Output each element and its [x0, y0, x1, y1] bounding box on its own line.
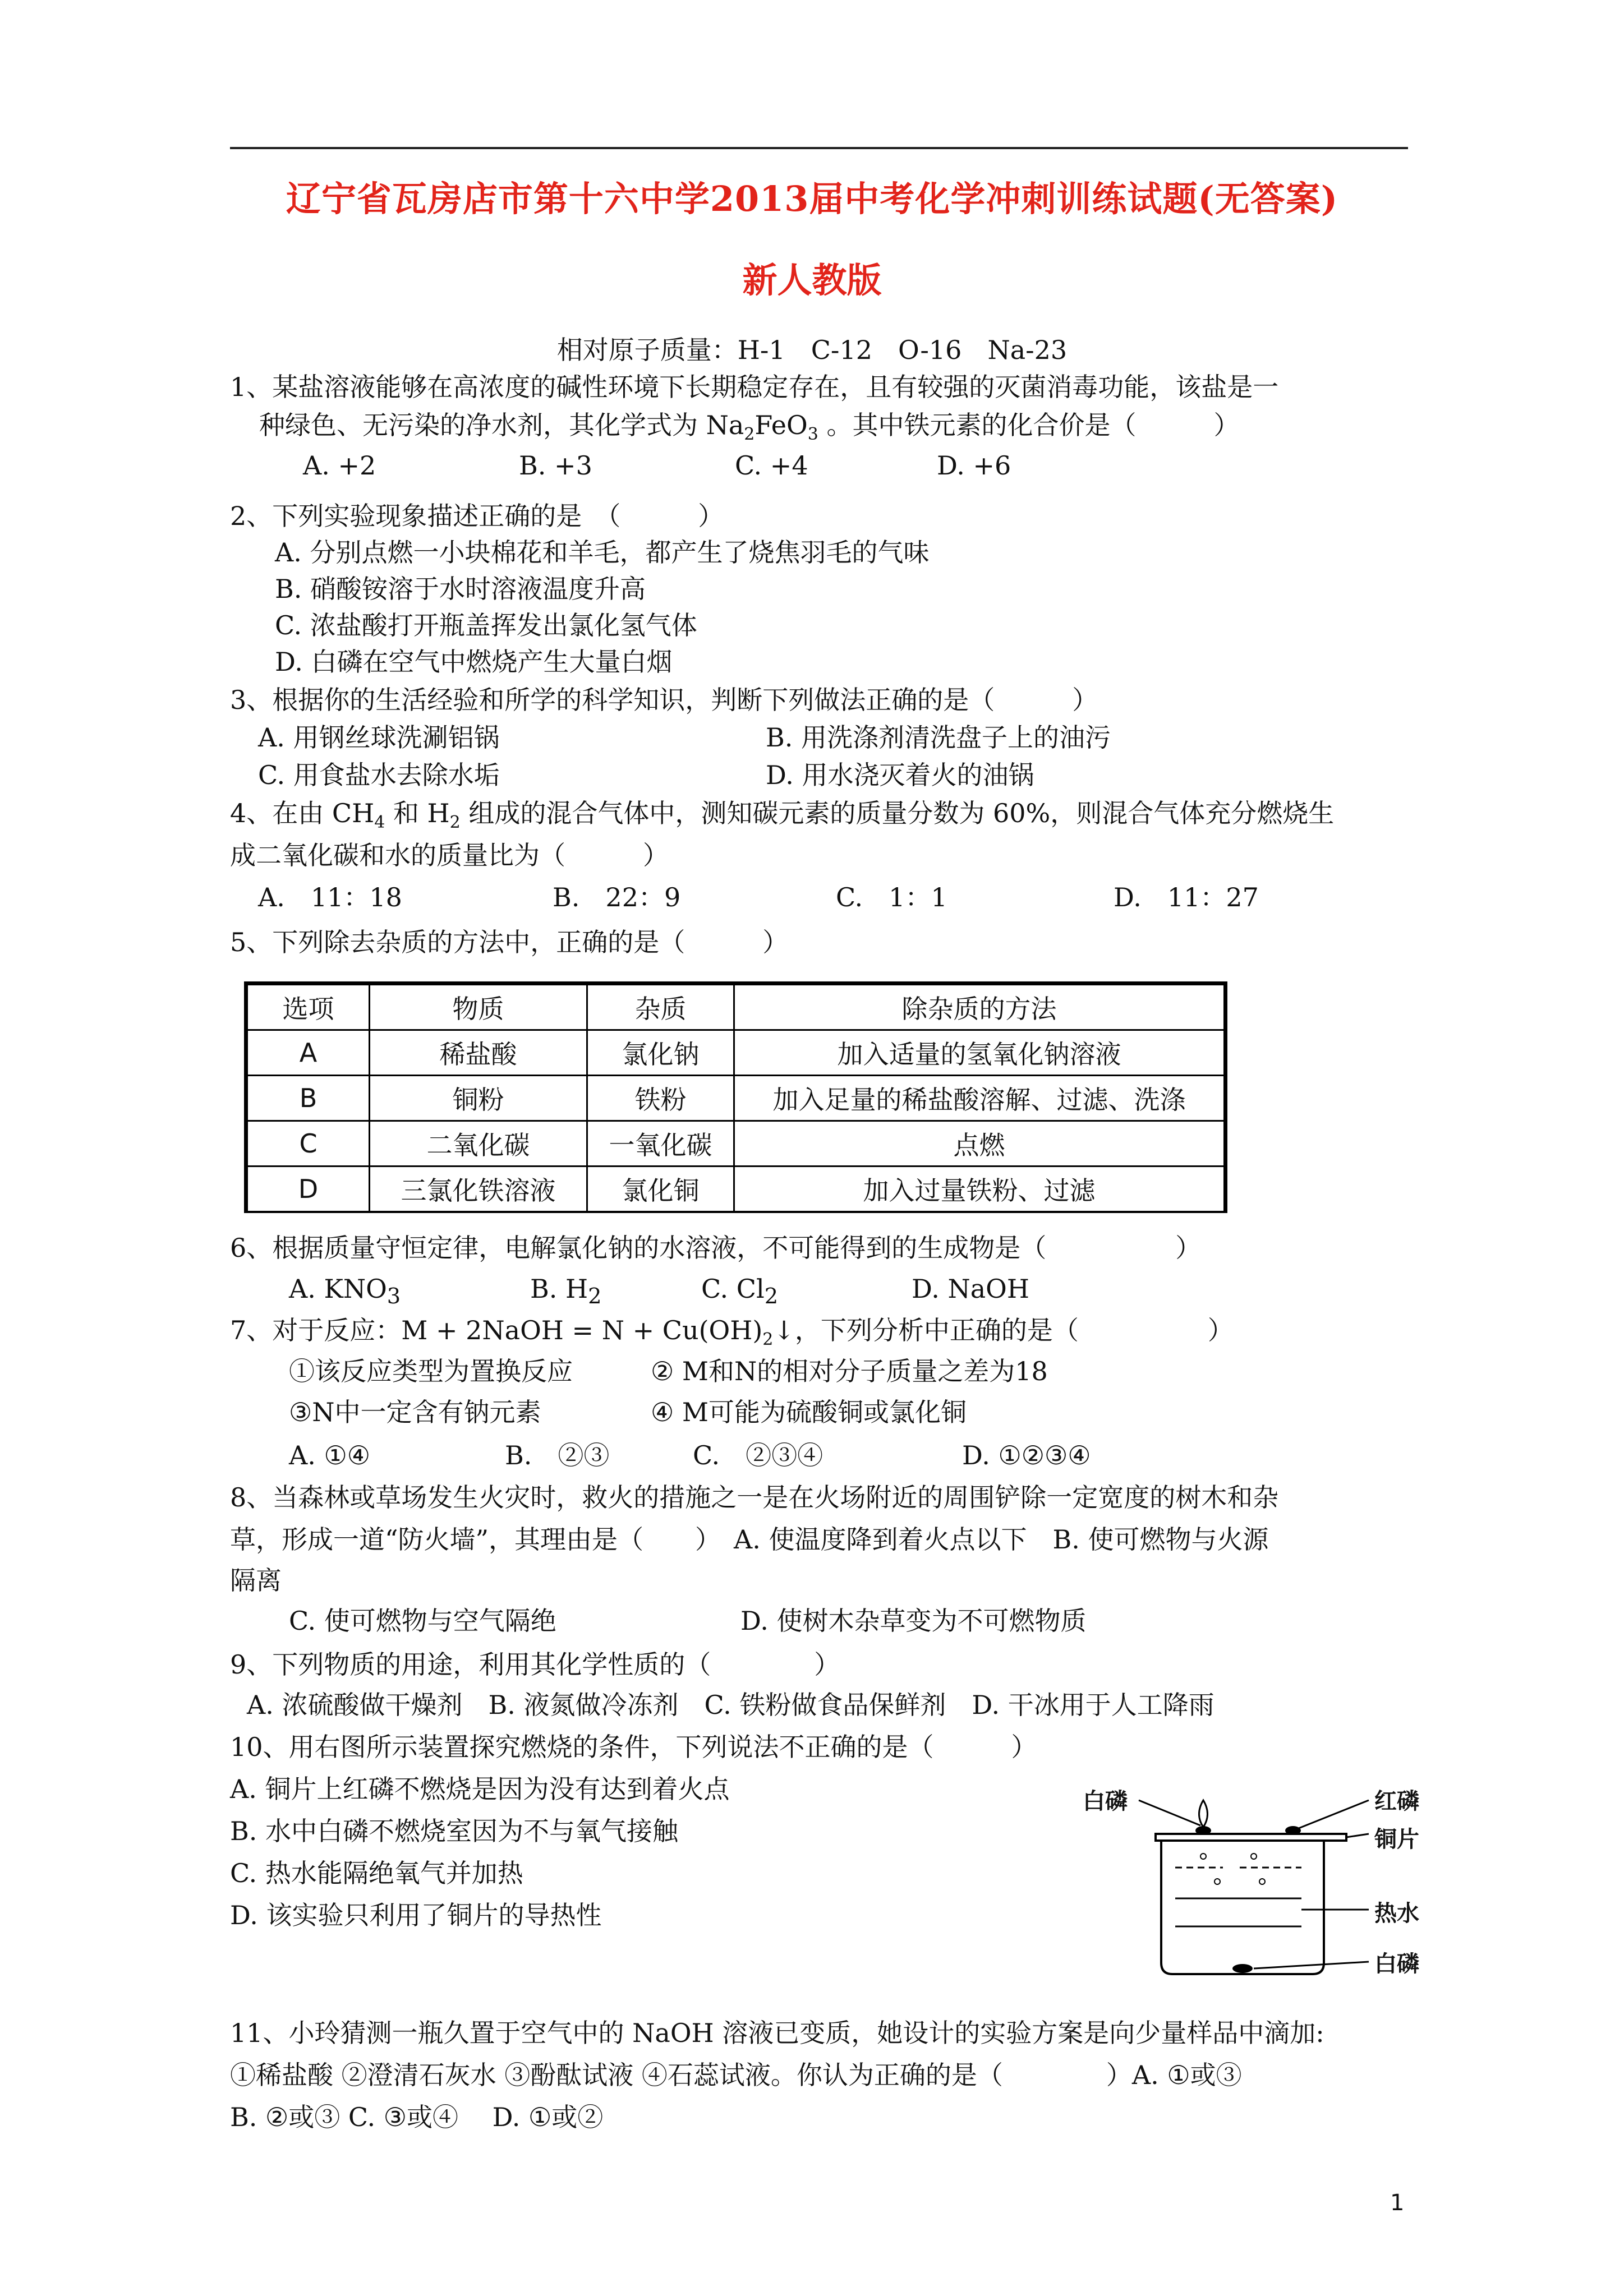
q7-statement-1: ①该反应类型为置换反应 [289, 1356, 573, 1386]
table-header-cell: 杂质 [587, 985, 734, 1030]
q10-option-d: D. 该实验只利用了铜片的导热性 [230, 1900, 602, 1930]
table-row [247, 1121, 1225, 1167]
q8-line3: 隔离 [230, 1565, 282, 1596]
page-number: 1 [1390, 2190, 1405, 2216]
q8-line1: 8、当森林或草场发生火灾时，救火的措施之一是在火场附近的周围铲除一定宽度的树木和杂 [230, 1482, 1279, 1513]
q11-line2: ①稀盐酸 ②澄清石灰水 ③酚酞试液 ④石蕊试液。你认为正确的是（ ）A. ①或③ [230, 2060, 1242, 2090]
q2-option-b: B. 硝酸铵溶于水时溶液温度升高 [275, 574, 646, 604]
table-row [247, 1030, 1225, 1076]
table-row [247, 1076, 1225, 1121]
q2-option-d: D. 白磷在空气中燃烧产生大量白烟 [275, 647, 673, 677]
q7-option-c: C. ②③④ [693, 1440, 823, 1470]
q5-stem: 5、下列除去杂质的方法中，正确的是（ ） [230, 927, 789, 957]
q6-option-b: B. $H_2$ [530, 1274, 602, 1310]
table-cell: 一氧化碳 [587, 1121, 734, 1167]
q1-line2: 种绿色、无污染的净水剂，其化学式为 $Na_2FeO_3$ 。其中铁元素的化合价是（ ） [259, 410, 1240, 445]
q1-option-c: C. +4 [735, 450, 808, 481]
q2-option-a: A. 分别点燃一小块棉花和羊毛，都产生了烧焦羽毛的气味 [275, 537, 930, 568]
atomic-masses: 相对原子质量：H-1 C-12 O-16 Na-23 [556, 335, 1068, 365]
table-header-cell: 物质 [370, 985, 587, 1030]
q4-option-c: C. 1：1 [836, 882, 947, 912]
combustion-apparatus-figure [1077, 1778, 1436, 1991]
q1-option-b: B. +3 [519, 450, 592, 481]
q4-line2: 成二氧化碳和水的质量比为（ ） [230, 840, 669, 870]
table-cell: 点燃 [734, 1121, 1225, 1167]
white-phosphorus-bottom [1232, 1964, 1253, 1973]
q2-stem: 2、下列实验现象描述正确的是 （ ） [230, 501, 724, 531]
q10-option-c: C. 热水能隔绝氧气并加热 [230, 1858, 523, 1888]
q4-option-b: B. 22：9 [553, 882, 681, 912]
q10-option-b: B. 水中白磷不燃烧室因为不与氧气接触 [230, 1816, 679, 1846]
table-cell: 氯化钠 [587, 1030, 734, 1076]
q4-line1: 4、在由 $CH_4$ 和 $H_2$ 组成的混合气体中，测知碳元素的质量分数为 60%，则混合气体充分燃烧生 [230, 798, 1335, 833]
label-copper-plate: 铜片 [1374, 1827, 1419, 1852]
table-cell: A [247, 1030, 370, 1076]
q8-line2: 草，形成一道“防火墙”，其理由是（ ） A. 使温度降到着火点以下 B. 使可燃物与火源 [230, 1524, 1269, 1555]
q7-statement-3: ③N中一定含有钠元素 [289, 1397, 541, 1427]
q6-option-c: C. $Cl_2$ [701, 1274, 779, 1310]
q11-line1: 11、小玲猜测一瓶久置于空气中的 NaOH 溶液已变质，她设计的实验方案是向少量样品中滴加: [230, 2018, 1324, 2048]
label-hot-water: 热水 [1374, 1901, 1419, 1926]
label-white-phosphorus-top: 白磷 [1083, 1788, 1128, 1814]
table-header-row [247, 985, 1225, 1030]
flame-icon [1199, 1800, 1208, 1827]
q11-line3: B. ②或③ C. ③或④ D. ①或② [230, 2102, 604, 2132]
label-white-phosphorus-bottom: 白磷 [1374, 1951, 1419, 1977]
q3-option-d: D. 用水浇灭着火的油锅 [766, 760, 1034, 790]
q6-option-a: A. $KNO_3$ [289, 1274, 401, 1310]
q7-option-a: A. ①④ [289, 1440, 370, 1470]
table-cell: 二氧化碳 [370, 1121, 587, 1167]
table-row [247, 1167, 1225, 1212]
q10-option-a: A. 铜片上红磷不燃烧是因为没有达到着火点 [230, 1774, 730, 1804]
page-subtitle: 新人教版 [742, 260, 882, 301]
impurity-table [244, 981, 1227, 1213]
q4-option-d: D. 11：27 [1114, 882, 1259, 912]
table-header-cell: 选项 [247, 985, 370, 1030]
copper-plate [1156, 1834, 1346, 1841]
table-cell: D [247, 1167, 370, 1212]
q3-option-a: A. 用钢丝球洗涮铝锅 [258, 722, 500, 753]
table-cell: 加入过量铁粉、过滤 [734, 1167, 1225, 1212]
q10-stem: 10、用右图所示装置探究燃烧的条件，下列说法不正确的是（ ） [230, 1732, 1037, 1762]
q6-option-d: D. NaOH [912, 1274, 1029, 1304]
q9-options: A. 浓硫酸做干燥剂 B. 液氮做冷冻剂 C. 铁粉做食品保鲜剂 D. 干冰用于人工降雨 [247, 1690, 1214, 1720]
q7-stem: 7、对于反应：M + 2NaOH = $N + Cu(OH)_2↓$，下列分析中正确的是（ ） [230, 1315, 1234, 1350]
table-cell: 加入适量的氢氧化钠溶液 [734, 1030, 1225, 1076]
header-rule [230, 147, 1408, 149]
label-red-phosphorus: 红磷 [1374, 1788, 1419, 1814]
q8-option-d: D. 使树木杂草变为不可燃物质 [740, 1606, 1087, 1636]
red-phosphorus [1285, 1826, 1301, 1835]
q9-stem: 9、下列物质的用途，利用其化学性质的（ ） [230, 1649, 840, 1680]
q4-option-a: A. 11：18 [258, 882, 402, 912]
q7-option-b: B. ②③ [505, 1440, 610, 1470]
page-title: 辽宁省瓦房店市第十六中学2013届中考化学冲刺训练试题(无答案) [286, 178, 1338, 219]
table-cell: 氯化铜 [587, 1167, 734, 1212]
table-cell: 三氯化铁溶液 [370, 1167, 587, 1212]
q1-line1: 1、某盐溶液能够在高浓度的碱性环境下长期稳定存在，且有较强的灭菌消毒功能，该盐是一 [230, 372, 1279, 402]
q2-option-c: C. 浓盐酸打开瓶盖挥发出氯化氢气体 [275, 610, 697, 640]
table-cell: C [247, 1121, 370, 1167]
table-cell: B [247, 1076, 370, 1121]
table-cell: 加入足量的稀盐酸溶解、过滤、洗涤 [734, 1076, 1225, 1121]
table-cell: 铁粉 [587, 1076, 734, 1121]
q6-stem: 6、根据质量守恒定律，电解氯化钠的水溶液，不可能得到的生成物是（ ） [230, 1233, 1202, 1263]
q1-option-a: A. +2 [303, 450, 376, 481]
q8-option-c: C. 使可燃物与空气隔绝 [289, 1606, 556, 1636]
table-cell: 铜粉 [370, 1076, 587, 1121]
q7-statement-2: ② M和N的相对分子质量之差为18 [651, 1356, 1048, 1386]
q3-stem: 3、根据你的生活经验和所学的科学知识，判断下列做法正确的是（ ） [230, 685, 1098, 715]
q3-option-c: C. 用食盐水去除水垢 [258, 760, 500, 790]
beaker [1161, 1841, 1324, 1974]
q1-option-d: D. +6 [937, 450, 1011, 481]
table-cell: 稀盐酸 [370, 1030, 587, 1076]
q7-option-d: D. ①②③④ [962, 1440, 1091, 1470]
table-header-cell: 除杂质的方法 [734, 985, 1225, 1030]
q7-statement-4: ④ M可能为硫酸铜或氯化铜 [651, 1397, 967, 1427]
q3-option-b: B. 用洗涤剂清洗盘子上的油污 [766, 722, 1111, 753]
